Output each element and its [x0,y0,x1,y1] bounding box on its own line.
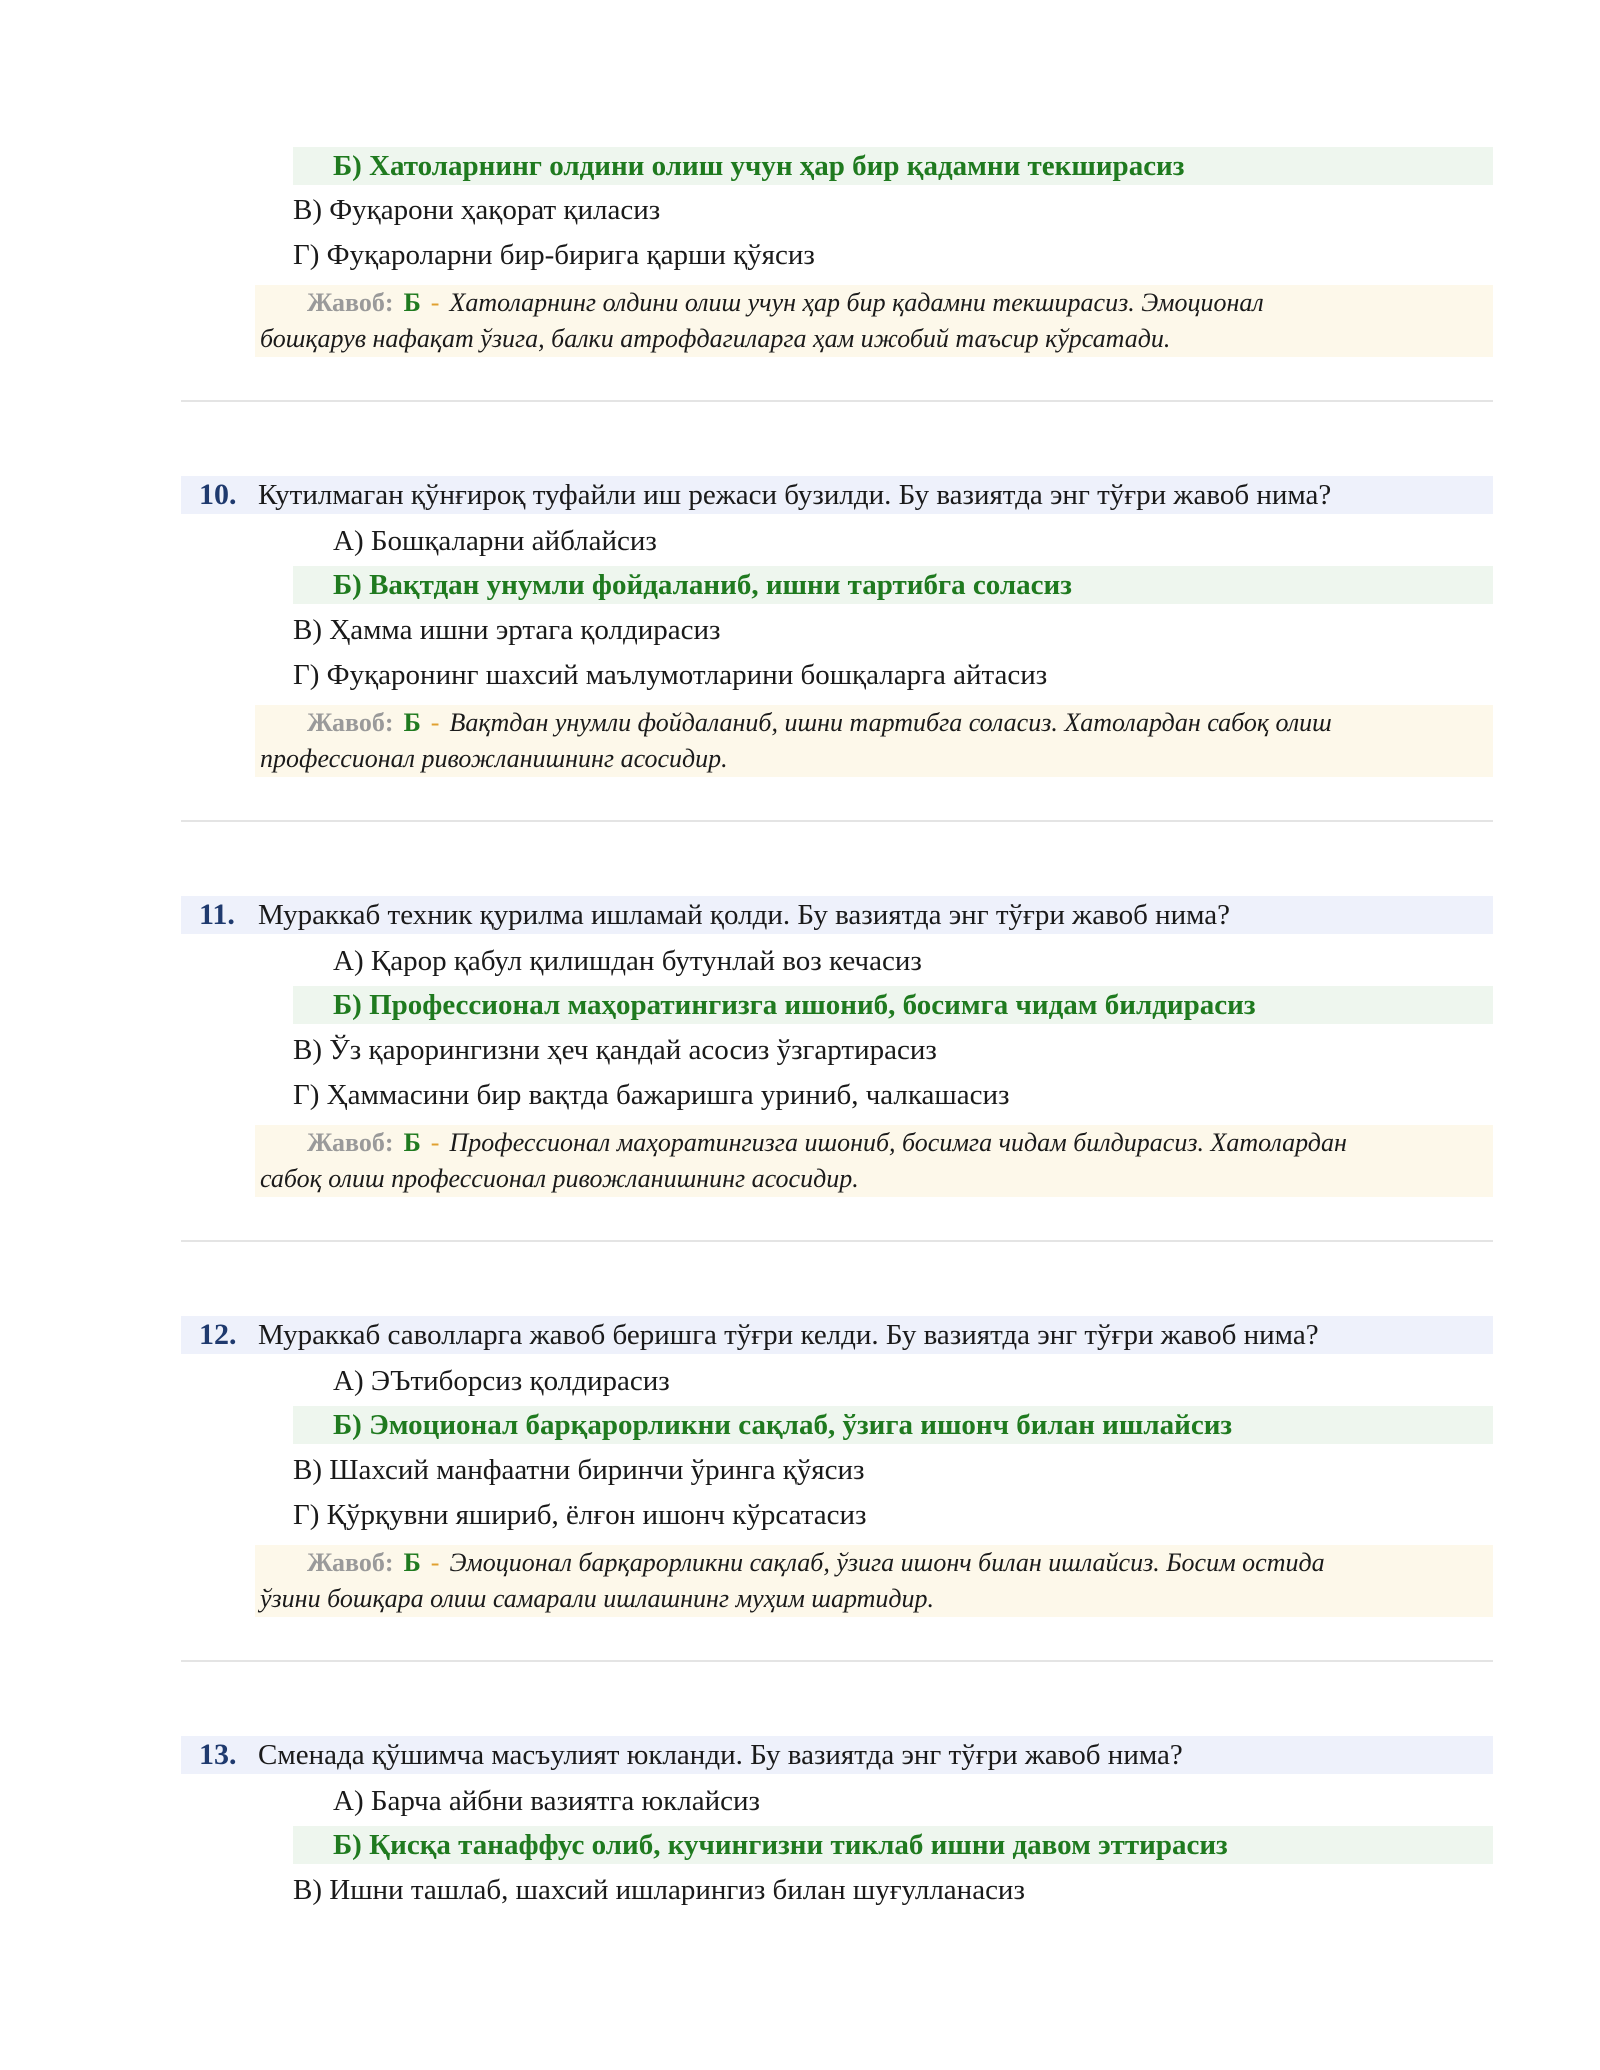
answer-box [255,285,1493,357]
option-g[interactable]: Г) Фуқаронинг шахсий маълумотларини бошқаларга айтасиз [293,659,1048,691]
option-a[interactable]: А) ЭЪтиборсиз қолдирасиз [333,1365,670,1397]
option-b-correct[interactable]: Б) Вақтдан унумли фойдаланиб, ишни тартибга соласиз [293,566,1493,604]
question-text: Мураккаб саволларга жавоб беришга тўғри келди. Бу вазиятда энг тўғри жавоб нима? [258,1319,1319,1351]
answer-explanation-line1: Эмоционал барқарорликни сақлаб, ўзига ишонч билан ишлайсиз. Босим остида [449,1548,1325,1577]
option-b-correct[interactable]: Б) Эмоционал барқарорликни сақлаб, ўзига ишонч билан ишлайсиз [293,1406,1493,1444]
answer-letter: Б [403,288,421,317]
option-b-correct[interactable]: Б) Қисқа танаффус олиб, кучингизни тиклаб ишни давом эттирасиз [293,1826,1493,1864]
question-text: Мураккаб техник қурилма ишламай қолди. Бу вазиятда энг тўғри жавоб нима? [258,899,1231,931]
option-a[interactable]: А) Қарор қабул қилишдан бутунлай воз кечасиз [333,945,922,977]
answer-label: Жавоб: [307,1548,394,1577]
answer-explanation-line1: Вақтдан унумли фойдаланиб, ишни тартибга соласиз. Хатолардан сабоқ олиш [449,708,1332,737]
answer-dash: - [430,708,440,737]
option-g[interactable]: Г) Фуқароларни бир-бирига қарши қўясиз [293,239,815,271]
option-v[interactable]: В) Шахсий манфаатни биринчи ўринга қўясиз [293,1454,865,1486]
question-row [181,1316,1493,1354]
answer-label: Жавоб: [307,288,394,317]
question-text: Кутилмаган қўнғироқ туфайли иш режаси бузилди. Бу вазиятда энг тўғри жавоб нима? [258,479,1332,511]
answer-box [255,705,1493,777]
answer-letter: Б [403,1548,421,1577]
answer-explanation-line2: сабоқ олиш профессионал ривожланишнинг асосидир. [260,1164,859,1193]
answer-label: Жавоб: [307,1128,394,1157]
separator [181,1240,1493,1242]
answer-letter: Б [403,708,421,737]
answer-explanation-line2: бошқарув нафақат ўзига, балки атрофдагиларга ҳам ижобий таъсир кўрсатади. [260,324,1171,353]
answer-dash: - [430,1128,440,1157]
answer-dash: - [430,1548,440,1577]
answer-label: Жавоб: [307,708,394,737]
answer-box [255,1545,1493,1617]
option-v[interactable]: В) Ўз қарорингизни ҳеч қандай асосиз ўзгартирасиз [293,1034,937,1066]
option-a[interactable]: А) Барча айбни вазиятга юклайсиз [333,1785,760,1817]
separator [181,820,1493,822]
answer-explanation-line2: ўзини бошқара олиш самарали ишлашнинг муҳим шартидир. [260,1584,935,1613]
question-row [181,896,1493,934]
question-number: 13. [199,1738,237,1771]
question-row [181,1736,1493,1774]
question-row [181,476,1493,514]
option-g[interactable]: Г) Ҳаммасини бир вақтда бажаришга уриниб, чалкашасиз [293,1079,1010,1111]
answer-box [255,1125,1493,1197]
option-b-correct[interactable]: Б) Хатоларнинг олдини олиш учун ҳар бир қадамни текширасиз [293,147,1493,185]
question-number: 11. [199,898,235,931]
answer-dash: - [430,288,440,317]
question-number: 12. [199,1318,237,1351]
option-v[interactable]: В) Ишни ташлаб, шахсий ишларингиз билан шуғулланасиз [293,1874,1025,1906]
separator [181,400,1493,402]
option-v[interactable]: В) Фуқарони ҳақорат қиласиз [293,194,661,226]
option-v[interactable]: В) Ҳамма ишни эртага қолдирасиз [293,614,721,646]
option-a[interactable]: А) Бошқаларни айблайсиз [333,525,657,557]
option-b-correct[interactable]: Б) Профессионал маҳоратингизга ишониб, босимга чидам билдирасиз [293,986,1493,1024]
question-number: 10. [199,478,237,511]
answer-letter: Б [403,1128,421,1157]
answer-explanation-line2: профессионал ривожланишнинг асосидир. [260,744,728,773]
separator [181,1660,1493,1662]
answer-explanation-line1: Хатоларнинг олдини олиш учун ҳар бир қадамни текширасиз. Эмоционал [449,288,1264,317]
option-g[interactable]: Г) Қўрқувни яшириб, ёлғон ишонч кўрсатасиз [293,1499,867,1531]
answer-explanation-line1: Профессионал маҳоратингизга ишониб, босимга чидам билдирасиз. Хатолардан [449,1128,1347,1157]
question-text: Сменада қўшимча масъулият юкланди. Бу вазиятда энг тўғри жавоб нима? [258,1739,1183,1771]
